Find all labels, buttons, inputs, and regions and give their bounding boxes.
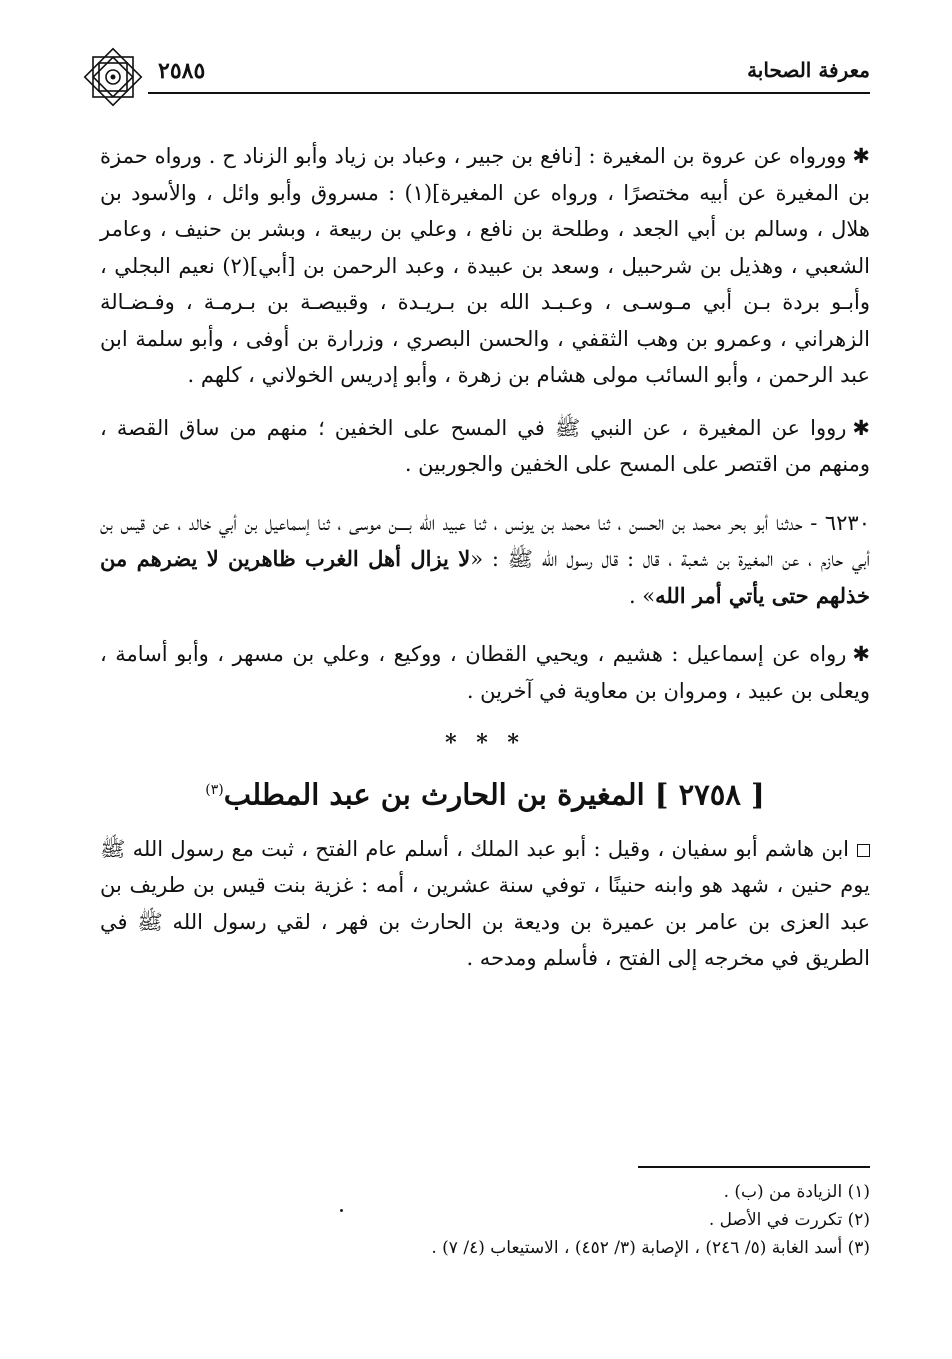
asterisk-bullet-icon: ✱ [852,642,870,666]
section-separator: * * * [445,730,525,756]
header-divider [148,92,870,94]
footnote-divider [638,1166,870,1168]
heading-footnote-ref: (٣) [205,781,224,798]
paragraph-khuffain: ✱رووا عن المغيرة ، عن النبي ﷺ في المسح على الخفين ؛ منهم من ساق القصة ، ومنهم من اقتصر على المسح على الخفين والجوربين . [100,410,870,483]
square-bullet-icon [857,844,870,857]
page-number: ٢٥٨٥ [158,58,206,84]
hadith-text: لا يزال أهل الغرب ظاهرين لا يضرهم من خذلهم حتى يأتي أمر الله [100,546,870,608]
footnote-item: (٣) أسد الغابة (٥/ ٢٤٦) ، الإصابة (٣/ ٤٥٢) ، الاستيعاب (٤/ ٧) . [431,1238,870,1258]
asterisk-bullet-icon: ✱ [852,415,870,440]
paragraph-biography: ابن هاشم أبو سفيان ، وقيل : أبو عبد الملك ، أسلم عام الفتح ، ثبت مع رسول الله ﷺ يوم حنين ، شهد هو وابنه حنينًا ، توفي سنة عشرين ، أمه : غزية بنت قيس بن طريف بن عبد العزى بن عامر بن عميرة بن وديعة بن الحارث بن فهر ، لقي رسول الله ﷺ في الطريق في مخرجه إلى الفتح ، فأسلم ومدحه . [100,836,870,971]
stray-mark [340,1209,343,1212]
page-header [90,56,870,96]
asterisk-bullet-icon: ✱ [852,144,870,168]
hadith-6230: ٦٢٣٠ - حدثنا أبو بحر محمد بن الحسن ، ثنا محمد بن يونس ، ثنا عبيد الله بــــن موسى ، ثنا إسماعيل بن أبي خالد ، عن قيس بن أبي حازم ، عن المغيرة بن شعبة ، قال : قال رسول الله ﷺ : «لا يزال أهل الغرب ظاهرين لا يضرهم من خذلهم حتى يأتي أمر الله» . [100,510,870,608]
main-text [100,138,870,993]
footnote-item: (٢) تكررت في الأصل . [708,1210,870,1230]
paragraph-narrators: ✱وورواه عن عروة بن المغيرة : [نافع بن جبير ، وعباد بن زياد وأبو الزناد ح . ورواه حمزة بن المغيرة عن أبيه مختصرًا ، ورواه عن المغيرة](١) : مسروق وأبو وائل ، والأسود بن هلال ، وسالم بن أبي الجعد ، وطلحة بن نافع ، وعلي بن ربيعة ، وبشر بن حنيف ، وعامر الشعبي ، وهذيل بن شرحبيل ، وسعد بن عبيدة ، وعبد الرحمن بن [أبي](٢) نعيم البجلي ، وأبـو بردة بـن أبي مـوسـى ، وعـبـد الله بن بـريـدة ، وقبيصـة بن بـرمـة ، وفـضـالة الزهراني ، وعمرو بن وهب الثقفي ، والحسن البصري ، وزرارة بن أوفى ، وأبو سلمة ابن عبد الرحمن ، وأبو السائب مولى هشام بن زهرة ، وأبو إدريس الخولاني ، كلهم . [100,138,870,394]
paragraph-ismail-narrators: ✱رواه عن إسماعيل : هشيم ، ويحيي القطان ، ووكيع ، وعلي بن مسهر ، وأبو أسامة ، ويعلى بن عبيد ، ومروان بن معاوية في آخرين . [100,636,870,709]
entry-heading: [ ٢٧٥٨ ] المغيرة بن الحارث بن عبد المطلب$^{(٣)}$ [205,777,765,812]
footnotes [100,1178,870,1262]
running-title: معرفة الصحابة [747,58,870,82]
footnote-item: (١) الزيادة من (ب) . [723,1182,870,1202]
octagram-ornament-icon [80,44,146,110]
